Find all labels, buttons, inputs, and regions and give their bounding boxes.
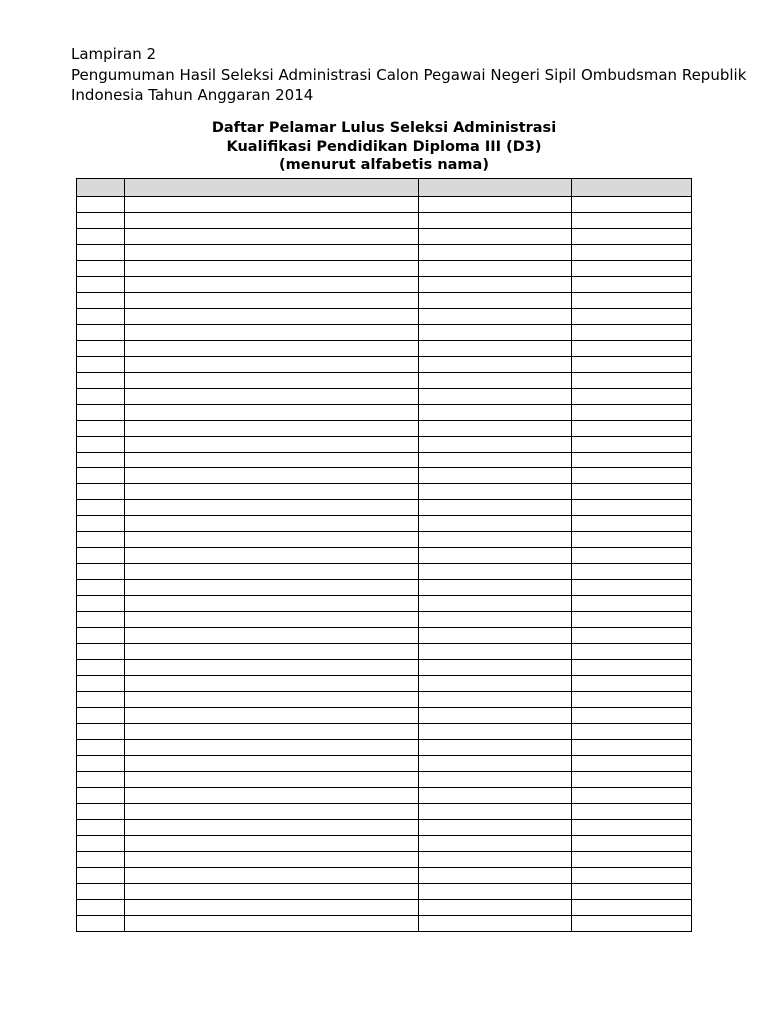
table-row (77, 197, 692, 213)
table-cell (125, 612, 419, 628)
table-cell (572, 660, 692, 676)
table-cell (77, 197, 125, 213)
table-cell (77, 260, 125, 276)
table-row (77, 276, 692, 292)
table-cell (77, 468, 125, 484)
table-cell (572, 819, 692, 835)
table-cell (572, 899, 692, 915)
table-cell (572, 388, 692, 404)
table-cell (77, 851, 125, 867)
table-cell (419, 436, 572, 452)
applicant-table (76, 178, 692, 932)
appendix-label: Lampiran 2 (71, 45, 157, 63)
table-row (77, 755, 692, 771)
table-cell (125, 819, 419, 835)
table-cell (125, 420, 419, 436)
table-header-row (77, 179, 692, 197)
table-cell (572, 787, 692, 803)
table-cell (419, 867, 572, 883)
table-cell (77, 596, 125, 612)
table-cell (572, 356, 692, 372)
table-row (77, 388, 692, 404)
table-cell (77, 612, 125, 628)
list-title-line-3: (menurut alfabetis nama) (279, 157, 489, 174)
table-cell (125, 548, 419, 564)
table-cell (125, 644, 419, 660)
table-row (77, 372, 692, 388)
table-cell (77, 484, 125, 500)
table-cell (125, 197, 419, 213)
table-row (77, 564, 692, 580)
table-cell (419, 739, 572, 755)
table-cell (125, 484, 419, 500)
table-cell (419, 276, 572, 292)
table-cell (572, 915, 692, 931)
table-cell (125, 516, 419, 532)
table-row (77, 628, 692, 644)
table-cell (572, 276, 692, 292)
table-cell (125, 452, 419, 468)
table-cell (77, 356, 125, 372)
table-cell (419, 596, 572, 612)
table-cell (419, 340, 572, 356)
table-row (77, 228, 692, 244)
table-row (77, 340, 692, 356)
table-cell (419, 723, 572, 739)
table-cell (419, 532, 572, 548)
table-cell (572, 468, 692, 484)
table-cell (419, 692, 572, 708)
table-cell (125, 899, 419, 915)
table-cell (77, 420, 125, 436)
table-cell (77, 692, 125, 708)
table-cell (572, 244, 692, 260)
column-header-4 (572, 179, 692, 197)
table-row (77, 899, 692, 915)
table-cell (125, 580, 419, 596)
table-cell (77, 835, 125, 851)
table-cell (77, 228, 125, 244)
table-cell (419, 356, 572, 372)
table-cell (419, 660, 572, 676)
list-title-line-2: Kualifikasi Pendidikan Diploma III (D3) (226, 138, 542, 155)
table-row (77, 771, 692, 787)
table-row (77, 580, 692, 596)
table-row (77, 644, 692, 660)
table-cell (572, 292, 692, 308)
announcement-title-line-2: Indonesia Tahun Anggaran 2014 (71, 86, 314, 104)
list-title-line-1: Daftar Pelamar Lulus Seleksi Administrasi (211, 120, 557, 136)
table-cell (419, 420, 572, 436)
table-cell (125, 228, 419, 244)
column-header-3 (419, 179, 572, 197)
table-cell (125, 771, 419, 787)
table-row (77, 596, 692, 612)
table-cell (125, 436, 419, 452)
table-cell (419, 564, 572, 580)
table-cell (572, 372, 692, 388)
table-cell (572, 596, 692, 612)
table-cell (419, 404, 572, 420)
table-cell (125, 915, 419, 931)
table-cell (125, 324, 419, 340)
table-cell (77, 755, 125, 771)
table-cell (77, 500, 125, 516)
table-cell (77, 532, 125, 548)
table-cell (77, 308, 125, 324)
table-cell (572, 755, 692, 771)
table-cell (125, 676, 419, 692)
table-row (77, 819, 692, 835)
table-row (77, 915, 692, 931)
announcement-title-line-1: Pengumuman Hasil Seleksi Administrasi Calon Pegawai Negeri Sipil Ombudsman Republik (71, 65, 747, 84)
table-cell (77, 372, 125, 388)
table-cell (572, 516, 692, 532)
table-row (77, 308, 692, 324)
table-cell (77, 819, 125, 835)
table-row (77, 739, 692, 755)
table-cell (572, 500, 692, 516)
table-cell (77, 340, 125, 356)
table-row (77, 292, 692, 308)
table-cell (125, 867, 419, 883)
table-cell (419, 899, 572, 915)
table-cell (572, 308, 692, 324)
table-cell (419, 771, 572, 787)
table-cell (419, 580, 572, 596)
table-cell (125, 708, 419, 724)
table-cell (125, 755, 419, 771)
table-cell (125, 500, 419, 516)
table-row (77, 851, 692, 867)
table-cell (77, 292, 125, 308)
table-cell (77, 660, 125, 676)
table-cell (77, 548, 125, 564)
table-row (77, 420, 692, 436)
table-cell (419, 324, 572, 340)
table-cell (572, 723, 692, 739)
table-row (77, 500, 692, 516)
table-cell (419, 915, 572, 931)
table-cell (572, 436, 692, 452)
table-cell (125, 276, 419, 292)
table-cell (77, 723, 125, 739)
table-cell (77, 803, 125, 819)
table-row (77, 516, 692, 532)
table-cell (77, 771, 125, 787)
table-cell (125, 628, 419, 644)
table-cell (77, 404, 125, 420)
table-cell (419, 484, 572, 500)
table-row (77, 660, 692, 676)
table-row (77, 883, 692, 899)
table-cell (419, 708, 572, 724)
table-cell (77, 676, 125, 692)
table-cell (77, 787, 125, 803)
column-header-2 (125, 179, 419, 197)
table-row (77, 532, 692, 548)
table-cell (77, 516, 125, 532)
table-row (77, 787, 692, 803)
table-cell (125, 723, 419, 739)
table-cell (419, 803, 572, 819)
table-cell (419, 612, 572, 628)
table-cell (572, 692, 692, 708)
table-cell (125, 883, 419, 899)
table-cell (77, 436, 125, 452)
table-cell (572, 564, 692, 580)
table-cell (125, 260, 419, 276)
table-cell (419, 212, 572, 228)
table-cell (125, 356, 419, 372)
table-cell (419, 755, 572, 771)
table-cell (419, 452, 572, 468)
table-cell (419, 388, 572, 404)
table-cell (77, 628, 125, 644)
table-cell (572, 676, 692, 692)
table-cell (572, 228, 692, 244)
table-row (77, 723, 692, 739)
table-cell (419, 787, 572, 803)
table-cell (125, 404, 419, 420)
table-cell (572, 548, 692, 564)
table-row (77, 867, 692, 883)
table-cell (77, 867, 125, 883)
table-cell (572, 260, 692, 276)
table-cell (572, 644, 692, 660)
table-row (77, 468, 692, 484)
table-row (77, 260, 692, 276)
table-cell (572, 883, 692, 899)
table-cell (77, 276, 125, 292)
table-cell (572, 835, 692, 851)
table-row (77, 404, 692, 420)
table-cell (125, 803, 419, 819)
table-cell (572, 867, 692, 883)
table-cell (77, 644, 125, 660)
table-cell (125, 660, 419, 676)
table-row (77, 452, 692, 468)
table-row (77, 212, 692, 228)
table-cell (77, 324, 125, 340)
table-cell (419, 308, 572, 324)
table-cell (419, 883, 572, 899)
table-cell (419, 835, 572, 851)
table-cell (419, 819, 572, 835)
table-cell (125, 212, 419, 228)
table-cell (125, 372, 419, 388)
table-cell (572, 420, 692, 436)
table-cell (125, 692, 419, 708)
table-row (77, 484, 692, 500)
table-row (77, 708, 692, 724)
table-row (77, 324, 692, 340)
table-cell (77, 452, 125, 468)
table-row (77, 676, 692, 692)
table-body (77, 197, 692, 932)
table-cell (125, 564, 419, 580)
table-cell (77, 580, 125, 596)
table-cell (419, 644, 572, 660)
table-row (77, 835, 692, 851)
table-row (77, 244, 692, 260)
table-cell (125, 739, 419, 755)
table-cell (125, 244, 419, 260)
table-cell (125, 340, 419, 356)
table-cell (572, 708, 692, 724)
table-cell (125, 851, 419, 867)
table-cell (419, 851, 572, 867)
table-row (77, 612, 692, 628)
table-cell (419, 548, 572, 564)
table-cell (572, 532, 692, 548)
table-cell (572, 739, 692, 755)
table-cell (77, 708, 125, 724)
table-cell (77, 739, 125, 755)
table-row (77, 692, 692, 708)
table-cell (572, 484, 692, 500)
table-header (77, 179, 692, 197)
table-cell (419, 372, 572, 388)
table-cell (125, 468, 419, 484)
table-cell (419, 676, 572, 692)
table-cell (419, 244, 572, 260)
table-cell (419, 628, 572, 644)
table-row (77, 548, 692, 564)
table-cell (125, 787, 419, 803)
table-row (77, 436, 692, 452)
table-cell (572, 452, 692, 468)
table-cell (419, 260, 572, 276)
table-cell (125, 308, 419, 324)
table-cell (572, 580, 692, 596)
table-cell (125, 292, 419, 308)
table-cell (77, 883, 125, 899)
table-cell (572, 324, 692, 340)
table-cell (77, 915, 125, 931)
table-cell (77, 564, 125, 580)
column-header-1 (77, 179, 125, 197)
table-cell (572, 771, 692, 787)
table-cell (125, 532, 419, 548)
table-cell (572, 851, 692, 867)
table-cell (572, 628, 692, 644)
document-header (71, 44, 747, 106)
table-cell (419, 197, 572, 213)
table-row (77, 803, 692, 819)
table-cell (125, 596, 419, 612)
table-cell (419, 468, 572, 484)
table-cell (419, 228, 572, 244)
table-cell (419, 516, 572, 532)
table-cell (572, 404, 692, 420)
table-cell (572, 212, 692, 228)
table-cell (572, 803, 692, 819)
table-cell (419, 292, 572, 308)
table-cell (77, 388, 125, 404)
list-title (0, 119, 768, 175)
table-cell (77, 899, 125, 915)
table-cell (125, 835, 419, 851)
table-cell (572, 612, 692, 628)
table-cell (572, 197, 692, 213)
table-cell (419, 500, 572, 516)
table-cell (77, 244, 125, 260)
table-row (77, 356, 692, 372)
table-cell (572, 340, 692, 356)
table-cell (77, 212, 125, 228)
table-cell (125, 388, 419, 404)
